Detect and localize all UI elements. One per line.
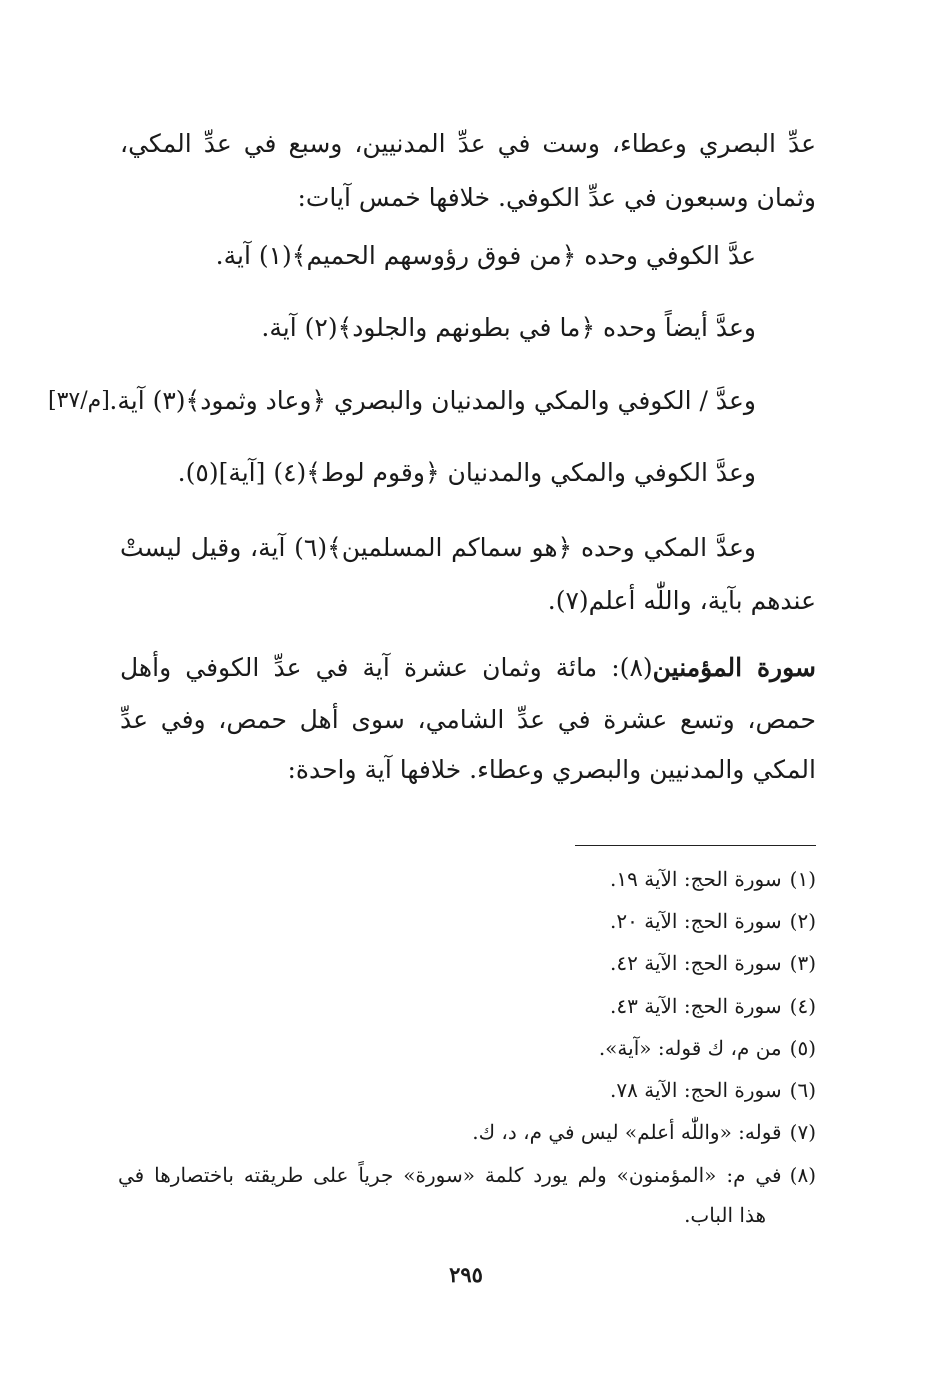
footnote bbox=[118, 1160, 816, 1190]
text-line: عدَّ الكوفي وحده ﴿من فوق رؤوسهم الحميم﴾(١) آية. bbox=[215, 241, 756, 270]
text-line: حمص، وتسع عشرة في عدِّ الشامي، سوى أهل حمص، وفي عدِّ bbox=[120, 705, 816, 734]
text-line: وعدَّ الكوفي والمكي والمدنيان ﴿وقوم لوط﴾(٤) [آية](٥). bbox=[177, 458, 756, 487]
footnote-text: في م: «المؤمنون» ولم يورد كلمة «سورة» جرياً على طريقته باختصارها في bbox=[118, 1163, 782, 1187]
footnote-number: (٧) bbox=[789, 1120, 816, 1144]
footnote bbox=[610, 906, 816, 936]
footnote bbox=[599, 1033, 816, 1063]
footnote-number: (٨) bbox=[789, 1163, 816, 1187]
surah-heading-line bbox=[120, 650, 816, 686]
footnote-continuation: هذا الباب. bbox=[684, 1203, 766, 1227]
text-line: وعدَّ المكي وحده ﴿هو سماكم المسلمين﴾(٦) آية، وقيل ليستْ bbox=[120, 533, 756, 562]
footnote-text: سورة الحج: الآية ٧٨. bbox=[610, 1078, 782, 1102]
surah-title: سورة المؤمنين bbox=[652, 653, 816, 682]
footnote-separator bbox=[575, 845, 816, 846]
footnote-number: (٣) bbox=[789, 951, 816, 975]
text-line: المكي والمدنيين والبصري وعطاء. خلافها آية واحدة: bbox=[287, 755, 816, 784]
footnote-text: سورة الحج: الآية ٤٣. bbox=[610, 994, 782, 1018]
footnote-number: (٦) bbox=[789, 1078, 816, 1102]
footnote-text: من م، ك قوله: «آية». bbox=[598, 1036, 782, 1060]
footnote-number: (٤) bbox=[789, 994, 816, 1018]
text-line: عدِّ البصري وعطاء، وست في عدِّ المدنيين، وسبع في عدِّ المكي، bbox=[120, 129, 816, 158]
text-line: عندهم بآية، واللّٰه أعلم(٧). bbox=[547, 586, 816, 615]
footnote bbox=[610, 1075, 816, 1105]
footnote-number: (٥) bbox=[789, 1036, 816, 1060]
page-number: ٢٩٥ bbox=[449, 1262, 483, 1287]
text-line: وعدَّ / الكوفي والمكي والمدنيان والبصري ﴿وعاد وثمود﴾(٣) آية. bbox=[109, 386, 756, 415]
footnote bbox=[472, 1117, 816, 1147]
surah-heading-rest: (٨): مائة وثمان عشرة آية في عدِّ الكوفي وأهل bbox=[120, 653, 653, 682]
manuscript-folio-marker: [م/٣٧] bbox=[48, 388, 110, 413]
text-line: وثمان وسبعون في عدِّ الكوفي. خلافها خمس آيات: bbox=[297, 183, 816, 212]
footnote bbox=[610, 991, 816, 1021]
footnote-number: (٢) bbox=[789, 909, 816, 933]
footnote-text: سورة الحج: الآية ١٩. bbox=[610, 867, 782, 891]
footnote-text: قوله: «واللّٰه أعلم» ليس في م، د، ك. bbox=[472, 1120, 782, 1144]
footnote bbox=[610, 864, 816, 894]
footnote-text: سورة الحج: الآية ٤٢. bbox=[610, 951, 782, 975]
text-line: وعدَّ أيضاً وحده ﴿ما في بطونهم والجلود﴾(٢) آية. bbox=[261, 313, 756, 342]
footnote-number: (١) bbox=[789, 867, 816, 891]
footnote bbox=[610, 948, 816, 978]
footnote-text: سورة الحج: الآية ٢٠. bbox=[610, 909, 782, 933]
